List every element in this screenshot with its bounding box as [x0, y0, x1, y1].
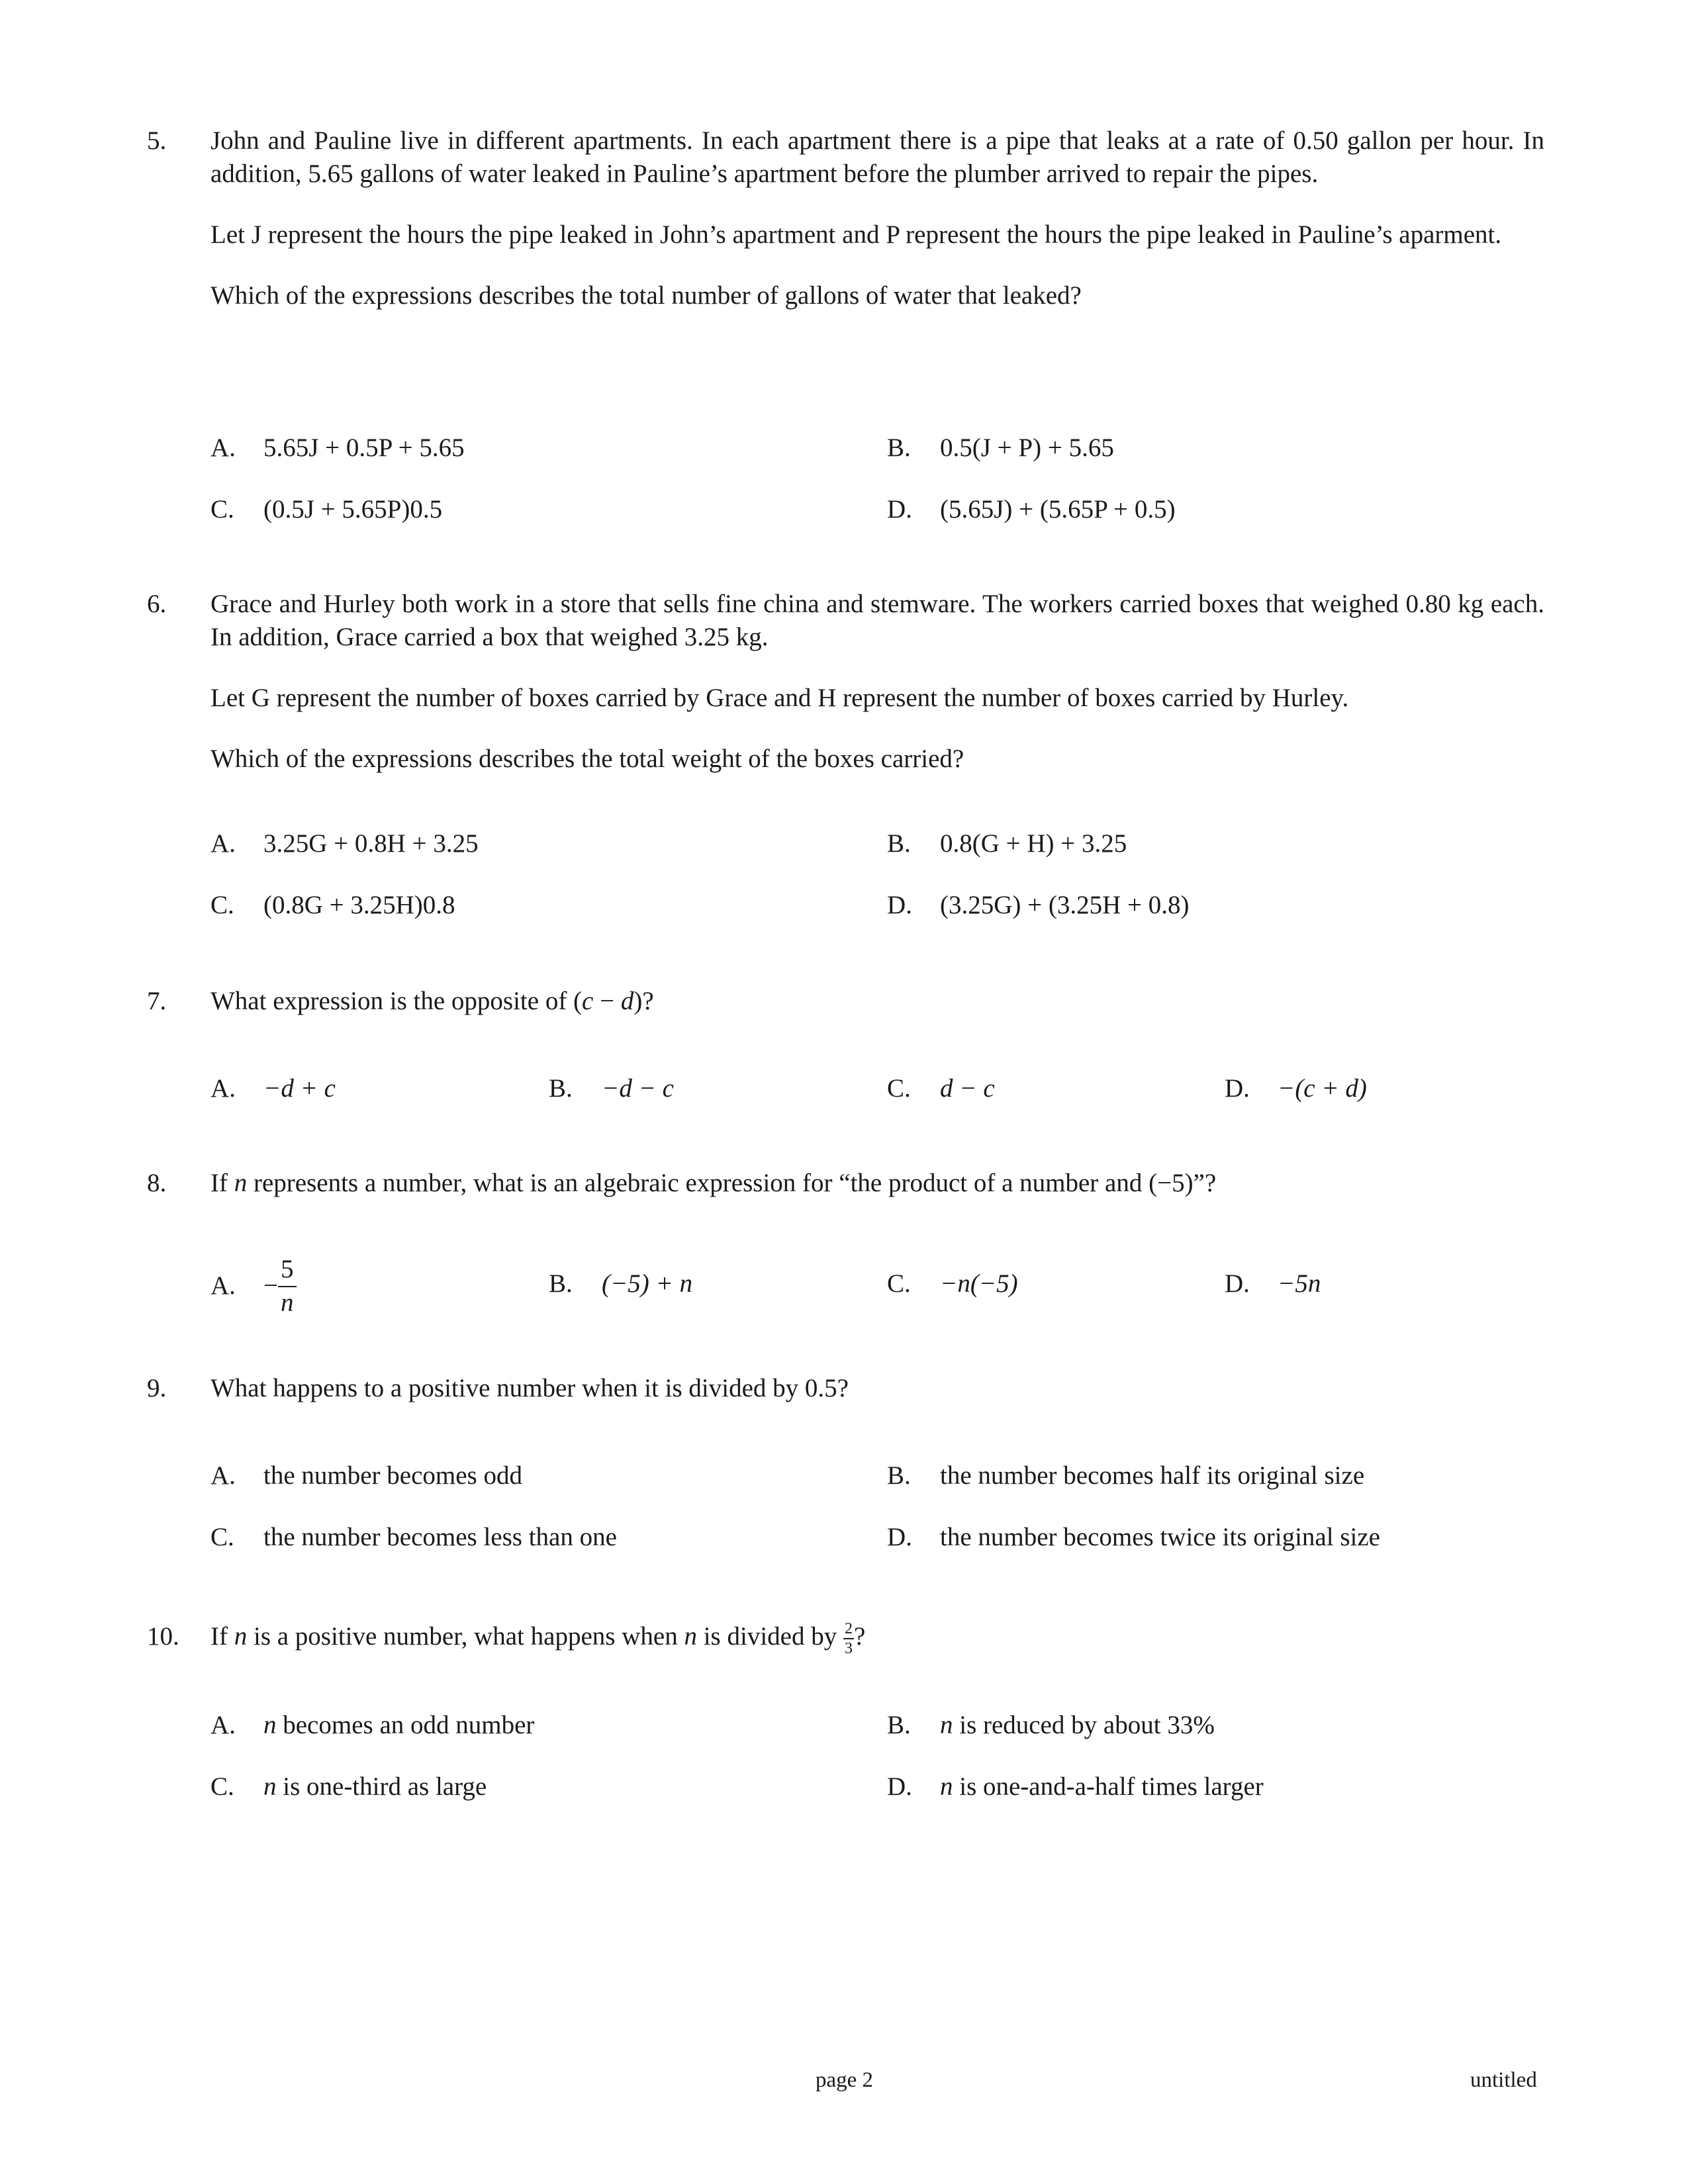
- question-text: Which of the expressions describes the total number of gallons of water that leaked?: [211, 281, 1082, 310]
- answer-option[interactable]: [887, 1459, 1364, 1492]
- option-label: D.: [887, 891, 912, 919]
- answer-option[interactable]: [887, 432, 1114, 465]
- answer-option[interactable]: [887, 889, 1190, 922]
- question-6: [211, 588, 1544, 776]
- option-text: (−5) + n: [602, 1269, 693, 1298]
- question-10: [211, 1620, 1544, 1657]
- option-label: B.: [887, 829, 911, 858]
- option-text: 0.8(G + H) + 3.25: [940, 829, 1127, 858]
- option-text: (3.25G) + (3.25H + 0.8): [940, 891, 1190, 919]
- answer-option[interactable]: [211, 889, 455, 922]
- option-label: C.: [211, 1523, 234, 1551]
- option-text: is one-and-a-half times larger: [953, 1772, 1264, 1801]
- option-variable: n: [940, 1711, 953, 1739]
- option-text: (0.5J + 5.65P)0.5: [263, 495, 443, 523]
- question-text: What happens to a positive number when it is divided by 0.5?: [211, 1374, 849, 1402]
- question-7: [211, 985, 1544, 1018]
- question-text: Which of the expressions describes the total weight of the boxes carried?: [211, 745, 964, 773]
- option-label: C.: [211, 1772, 234, 1801]
- answer-option[interactable]: [887, 1521, 1380, 1554]
- option-text: the number becomes less than one: [263, 1523, 617, 1551]
- option-text: −n(−5): [940, 1269, 1018, 1298]
- question-number: 5.: [147, 126, 167, 155]
- question-text: Let J represent the hours the pipe leaked in John’s apartment and P represent the hours the pipe leaked in Pauline’s aparment.: [211, 220, 1502, 249]
- option-label: B.: [887, 433, 911, 462]
- option-label: A.: [211, 1711, 236, 1739]
- fraction: [843, 1621, 854, 1657]
- fraction-denominator: 3: [844, 1640, 853, 1658]
- option-label: A.: [211, 829, 236, 858]
- option-text: −d + c: [263, 1074, 336, 1103]
- option-text: −5n: [1278, 1269, 1321, 1298]
- answer-option[interactable]: [1225, 1072, 1367, 1105]
- option-variable: n: [263, 1711, 277, 1739]
- fraction-denominator: n: [281, 1289, 294, 1317]
- answer-option[interactable]: [887, 493, 1176, 526]
- fraction: [278, 1256, 297, 1316]
- option-text: −(c + d): [1278, 1074, 1367, 1103]
- question-text: If n represents a number, what is an algebraic expression for “the product of a number and (−5)”?: [211, 1169, 1217, 1197]
- option-text: is one-third as large: [276, 1772, 487, 1801]
- option-label: B.: [887, 1461, 911, 1490]
- answer-option[interactable]: [211, 1521, 617, 1554]
- option-label: D.: [887, 1523, 912, 1551]
- option-label: C.: [211, 495, 234, 523]
- document-title: untitled: [1470, 2068, 1537, 2092]
- option-label: C.: [887, 1074, 911, 1103]
- option-label: B.: [549, 1074, 573, 1103]
- option-label: A.: [211, 433, 236, 462]
- question-number: 6.: [147, 590, 167, 618]
- answer-option[interactable]: [211, 827, 479, 860]
- answer-option[interactable]: [1225, 1267, 1321, 1300]
- option-label: A.: [211, 1461, 236, 1490]
- option-text: 0.5(J + P) + 5.65: [940, 433, 1114, 462]
- option-label: D.: [887, 495, 912, 523]
- option-text: the number becomes twice its original size: [940, 1523, 1380, 1551]
- question-9: [211, 1372, 1544, 1405]
- answer-option[interactable]: [211, 1072, 336, 1105]
- option-text: is reduced by about 33%: [953, 1711, 1215, 1739]
- option-label: D.: [1225, 1074, 1250, 1103]
- option-label: A.: [211, 1074, 236, 1103]
- question-number: 7.: [147, 987, 167, 1015]
- option-text: 3.25G + 0.8H + 3.25: [263, 829, 479, 858]
- option-text: becomes an odd number: [276, 1711, 535, 1739]
- minus-sign: −: [263, 1271, 278, 1300]
- option-label: D.: [1225, 1269, 1250, 1298]
- option-label: D.: [887, 1772, 912, 1801]
- question-number: 10.: [147, 1622, 179, 1651]
- option-text: (5.65J) + (5.65P + 0.5): [940, 495, 1176, 523]
- option-label: A.: [211, 1271, 236, 1300]
- fraction-numerator: 2: [843, 1621, 854, 1639]
- option-text: (0.8G + 3.25H)0.8: [263, 891, 455, 919]
- answer-option[interactable]: [549, 1072, 674, 1105]
- option-label: C.: [211, 891, 234, 919]
- answer-option[interactable]: [211, 1709, 534, 1742]
- question-5: [211, 124, 1544, 312]
- answer-option[interactable]: [211, 1459, 522, 1492]
- answer-option[interactable]: [887, 1072, 995, 1105]
- option-text: 5.65J + 0.5P + 5.65: [263, 433, 465, 462]
- question-text: Let G represent the number of boxes carried by Grace and H represent the number of boxes carried by Hurley.: [211, 684, 1349, 712]
- fraction-numerator: 5: [278, 1256, 297, 1287]
- answer-option[interactable]: [211, 432, 465, 465]
- question-number: 8.: [147, 1169, 167, 1197]
- answer-option[interactable]: [887, 827, 1127, 860]
- answer-option[interactable]: [211, 493, 442, 526]
- question-number: 9.: [147, 1374, 167, 1402]
- option-label: B.: [549, 1269, 573, 1298]
- option-variable: n: [263, 1772, 277, 1801]
- option-text: d − c: [940, 1074, 995, 1103]
- answer-option[interactable]: [887, 1770, 1264, 1803]
- question-text: If n is a positive number, what happens when n is divided by $\frac{2}{3}$ ?: [211, 1620, 866, 1658]
- option-text: the number becomes half its original size: [940, 1461, 1365, 1490]
- question-text: What expression is the opposite of (c − d)?: [211, 987, 654, 1015]
- question-8: [211, 1167, 1544, 1200]
- page-number: page 2: [816, 2068, 874, 2092]
- option-variable: n: [940, 1772, 953, 1801]
- option-label: B.: [887, 1711, 911, 1739]
- answer-option[interactable]: [211, 1770, 487, 1803]
- option-text: −d − c: [602, 1074, 674, 1103]
- answer-option[interactable]: [887, 1267, 1018, 1300]
- option-label: C.: [887, 1269, 911, 1298]
- answer-option[interactable]: [211, 1256, 297, 1316]
- question-text: John and Pauline live in different apartments. In each apartment there is a pipe that leaks at a rate of 0.50 gallon per hour. In addition, 5.65 gallons of water leaked in Pauline’s apartment before the plumber arrived to repair the pipes.: [211, 126, 1544, 188]
- question-text: Grace and Hurley both work in a store that sells fine china and stemware. The workers carried boxes that weighed 0.80 kg each. In addition, Grace carried a box that weighed 3.25 kg.: [211, 590, 1544, 651]
- answer-option[interactable]: [887, 1709, 1215, 1742]
- answer-option[interactable]: [549, 1267, 692, 1300]
- option-text: the number becomes odd: [263, 1461, 522, 1490]
